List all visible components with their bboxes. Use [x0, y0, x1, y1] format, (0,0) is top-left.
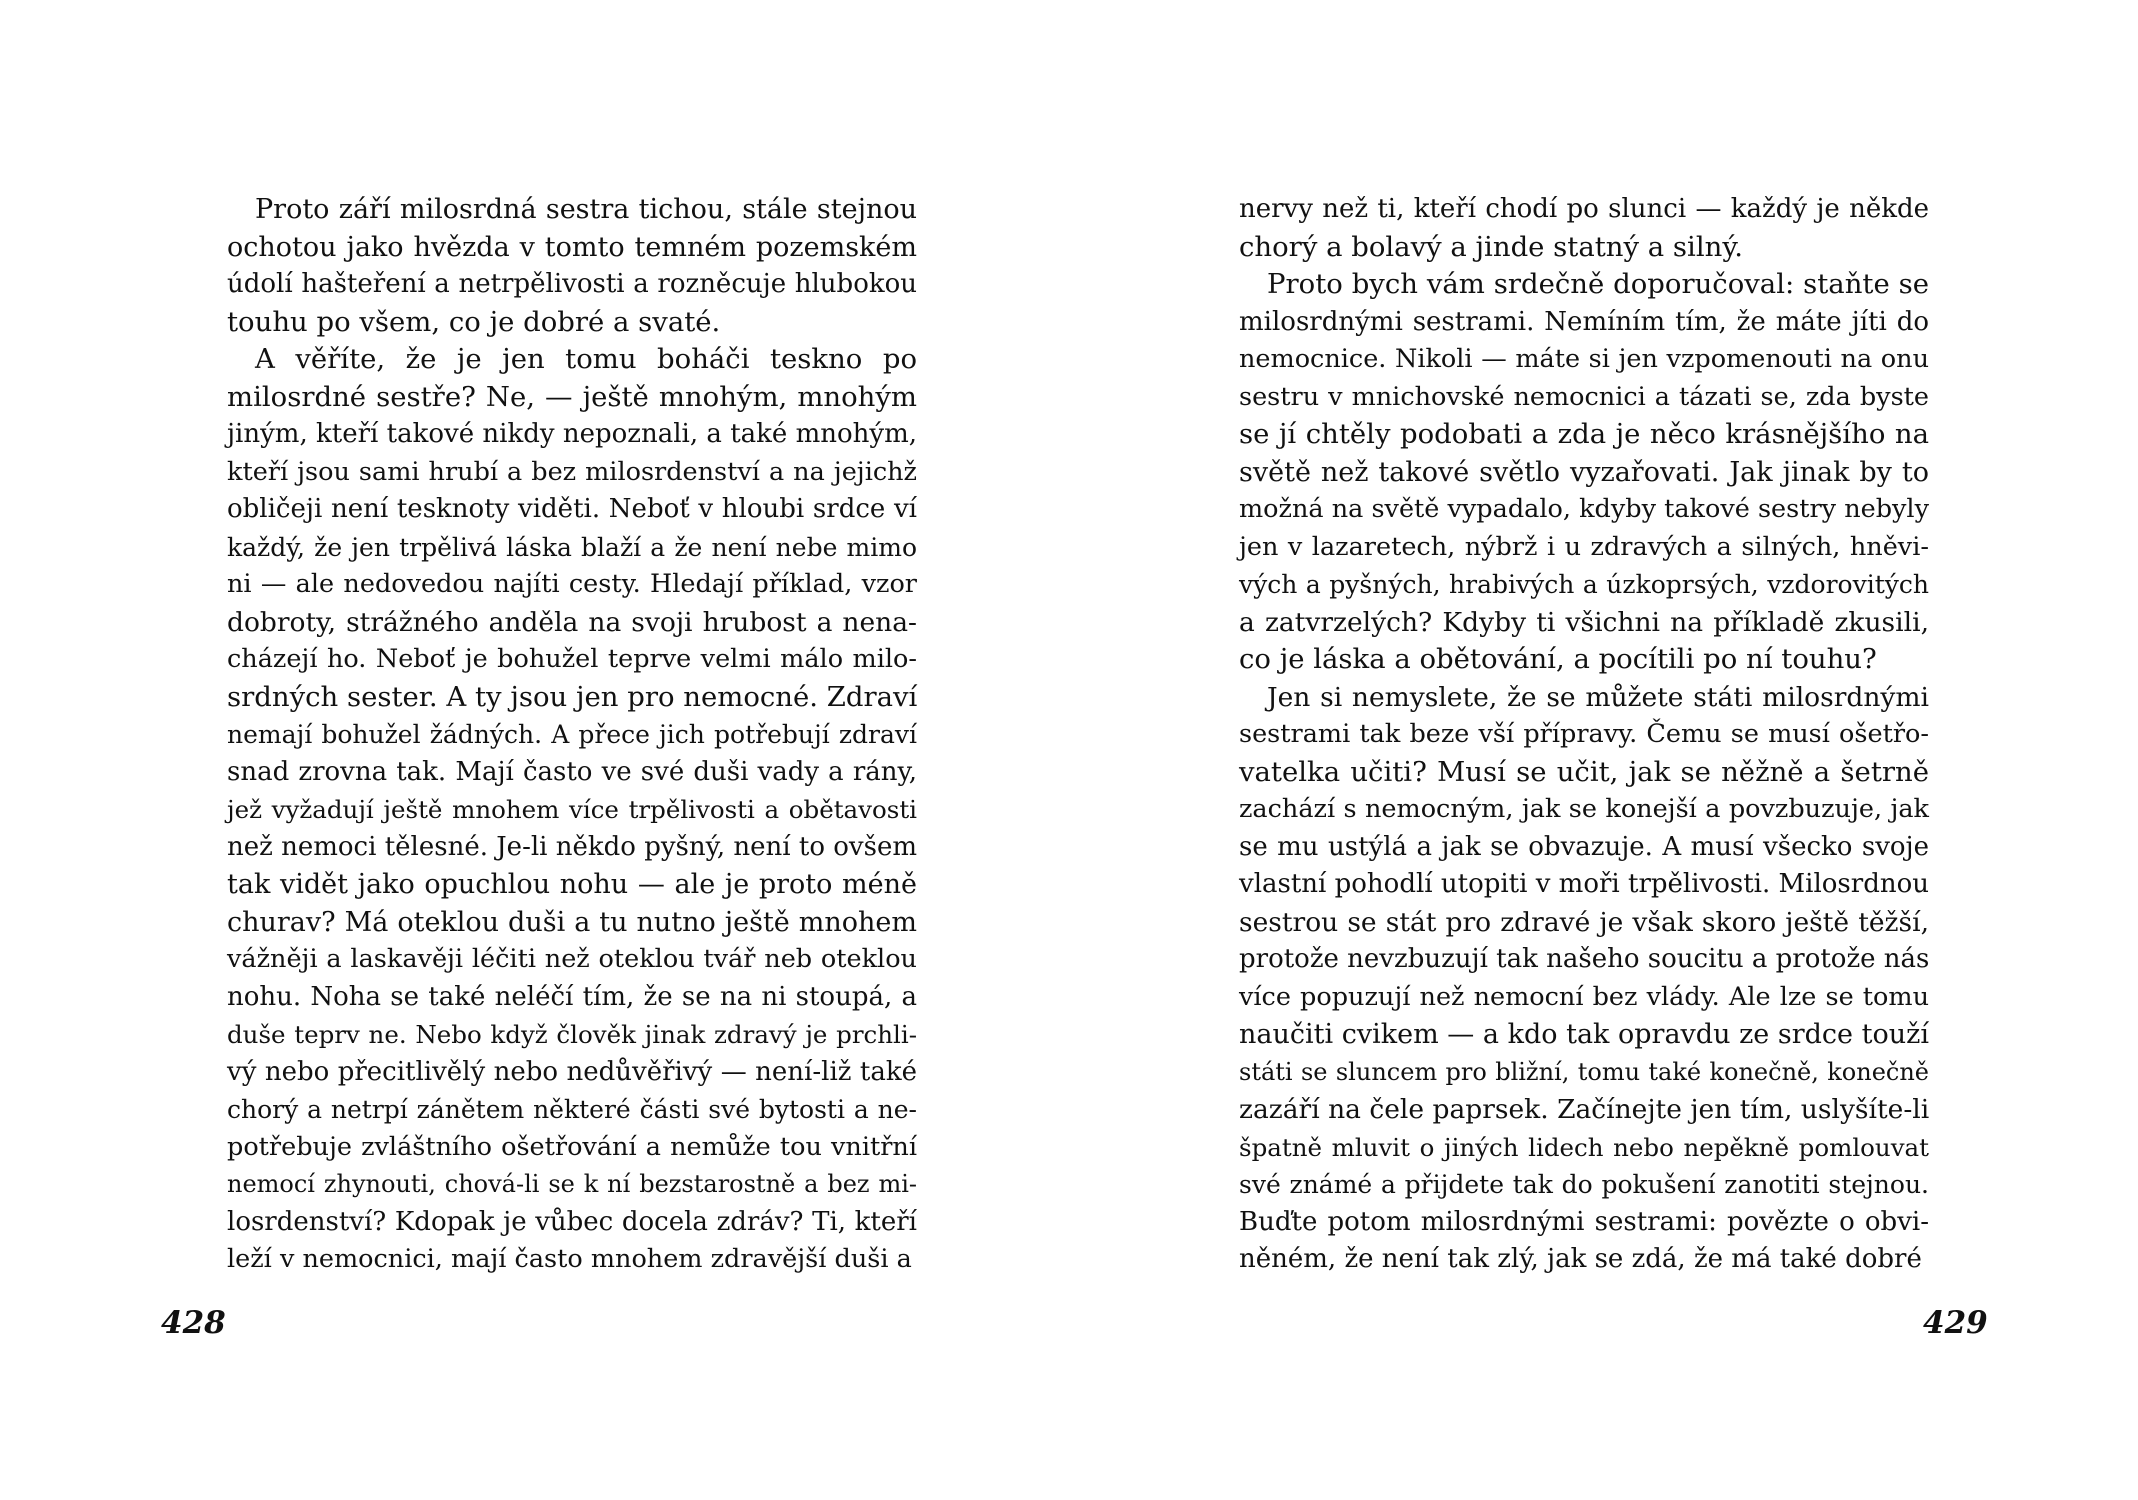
text-line: chorý a bolavý a jinde statný a silný. [1239, 230, 1743, 263]
right-page-text [1239, 191, 1929, 1279]
left-page-text [227, 191, 917, 1279]
text-line: cházejí ho. Neboť je bohužel teprve velmi málo milo- [227, 644, 917, 674]
text-line: sestru v mnichovské nemocnici a tázati se, zda byste [1239, 381, 1929, 412]
text-line: Buďte potom milosrdnými sestrami: povězte o obvi- [1239, 1206, 1929, 1237]
text-line: touhu po všem, co je dobré a svaté. [227, 305, 721, 338]
text-line: co je láska a obětování, a pocítili po ní touhu? [1239, 643, 1877, 675]
text-line: vý nebo přecitlivělý nebo nedůvěřivý — není-liž také [227, 1056, 917, 1087]
text-line: zachází s nemocným, jak se konejší a povzbuzuje, jak [1239, 794, 1929, 824]
text-line: leží v nemocnici, mají často mnohem zdravější duši a [227, 1244, 912, 1274]
text-line: Proto září milosrdná sestra tichou, stále stejnou [255, 194, 917, 225]
text-line: losrdenství? Kdopak je vůbec docela zdráv? Ti, kteří [227, 1206, 917, 1237]
text-line: nohu. Noha se také neléčí tím, že se na ni stoupá, a [227, 981, 917, 1012]
text-line: něném, že není tak zlý, jak se zdá, že má také dobré [1239, 1244, 1922, 1274]
text-line: milosrdné sestře? Ne, — ještě mnohým, mnohým [227, 380, 917, 413]
text-line: vlastní pohodlí utopiti v moři trpělivosti. Milosrdnou [1239, 869, 1929, 899]
text-line: ni — ale nedovedou najíti cesty. Hledají příklad, vzor [227, 569, 917, 599]
text-line: a zatvrzelých? Kdyby ti všichni na příkladě zkusili, [1239, 606, 1929, 638]
text-line: milosrdnými sestrami. Nemíním tím, že máte jíti do [1239, 306, 1929, 337]
right-page [1069, 0, 2138, 1500]
text-line: nemocí zhynouti, chová-li se k ní bezstarostně a bez mi- [227, 1170, 917, 1198]
text-line: každý, že jen trpělivá láska blaží a že není nebe mimo [227, 532, 917, 562]
text-line: Proto bych vám srdečně doporučoval: staňte se [1267, 268, 1929, 300]
text-line: státi se sluncem pro bližní, tomu také konečně, konečně [1239, 1057, 1929, 1086]
text-line: světě než takové světlo vyzařovati. Jak jinak by to [1239, 456, 1929, 488]
text-line: nemají bohužel žádných. A přece jich potřebují zdraví [227, 720, 917, 749]
text-line: sestrami tak beze vší přípravy. Čemu se musí ošetřo- [1239, 719, 1929, 749]
text-line: více popuzují než nemocní bez vlády. Ale lze se tomu [1239, 981, 1929, 1012]
text-line: své známé a přijdete tak do pokušení zanotiti stejnou. [1239, 1170, 1929, 1199]
text-line: než nemoci tělesné. Je-li někdo pyšný, není to ovšem [227, 831, 917, 862]
text-line: chorý a netrpí zánětem některé části své bytosti a ne- [227, 1095, 917, 1124]
text-line: se mu ustýlá a jak se obvazuje. A musí všecko svoje [1239, 831, 1929, 862]
text-line: protože nevzbuzují tak našeho soucitu a protože nás [1239, 944, 1930, 974]
text-line: srdných sester. A ty jsou jen pro nemocné. Zdraví [227, 680, 918, 713]
text-line: ochotou jako hvězda v tomto temném pozemském [227, 231, 917, 263]
text-line: churav? Má oteklou duši a tu nutno ještě mnohem [227, 906, 917, 938]
text-line: obličeji není tesknoty viděti. Neboť v hloubi srdce ví [227, 494, 917, 524]
text-line: jiným, kteří takové nikdy nepoznali, a také mnohým, [227, 419, 917, 449]
text-line: jež vyžadují ještě mnohem více trpělivosti a obětavosti [227, 795, 917, 824]
text-line: duše teprv ne. Nebo když člověk jinak zdravý je prchli- [227, 1020, 917, 1049]
text-line: snad zrovna tak. Mají často ve své duši vady a rány, [227, 756, 917, 787]
text-line: vážněji a laskavěji léčiti než oteklou tvář neb oteklou [227, 944, 917, 974]
text-line: naučiti cvikem — a kdo tak opravdu ze srdce touží [1239, 1019, 1929, 1050]
text-line: vatelka učiti? Musí se učit, jak se něžně a šetrně [1239, 755, 1929, 788]
text-line: kteří jsou sami hrubí a bez milosrdenství a na jejichž [227, 456, 917, 487]
text-line: jen v lazaretech, nýbrž i u zdravých a silných, hněvi- [1239, 531, 1929, 562]
text-line: sestrou se stát pro zdravé je však skoro ještě těžší, [1239, 906, 1929, 938]
text-line: nervy než ti, kteří chodí po slunci — každý je někde [1239, 194, 1929, 224]
text-line: potřebuje zvláštního ošetřování a nemůže tou vnitřní [227, 1131, 917, 1162]
page-number: 428 [161, 1305, 226, 1341]
text-line: zazáří na čele paprsek. Začínejte jen tím, uslyšíte-li [1239, 1094, 1930, 1125]
text-line: vých a pyšných, hrabivých a úzkoprsých, vzdorovitých [1239, 570, 1929, 599]
text-line: dobroty, strážného anděla na svoji hrubost a nena- [227, 606, 917, 638]
text-line: se jí chtěly podobati a zda je něco krásnějšího na [1239, 418, 1929, 450]
text-line: údolí hašteření a netrpělivosti a rozněcuje hlubokou [227, 269, 917, 299]
text-line: možná na světě vypadalo, kdyby takové sestry nebyly [1239, 494, 1929, 524]
text-line: Jen si nemyslete, že se můžete státi milosrdnými [1267, 681, 1929, 713]
text-line: nemocnice. Nikoli — máte si jen vzpomenouti na onu [1239, 344, 1929, 374]
text-line: tak vidět jako opuchlou nohu — ale je proto méně [227, 869, 917, 900]
text-line: A věříte, že je jen tomu boháči teskno po [255, 343, 917, 375]
text-line: špatně mluvit o jiných lidech nebo nepěkně pomlouvat [1239, 1132, 1929, 1162]
page-number: 429 [1923, 1305, 1988, 1341]
